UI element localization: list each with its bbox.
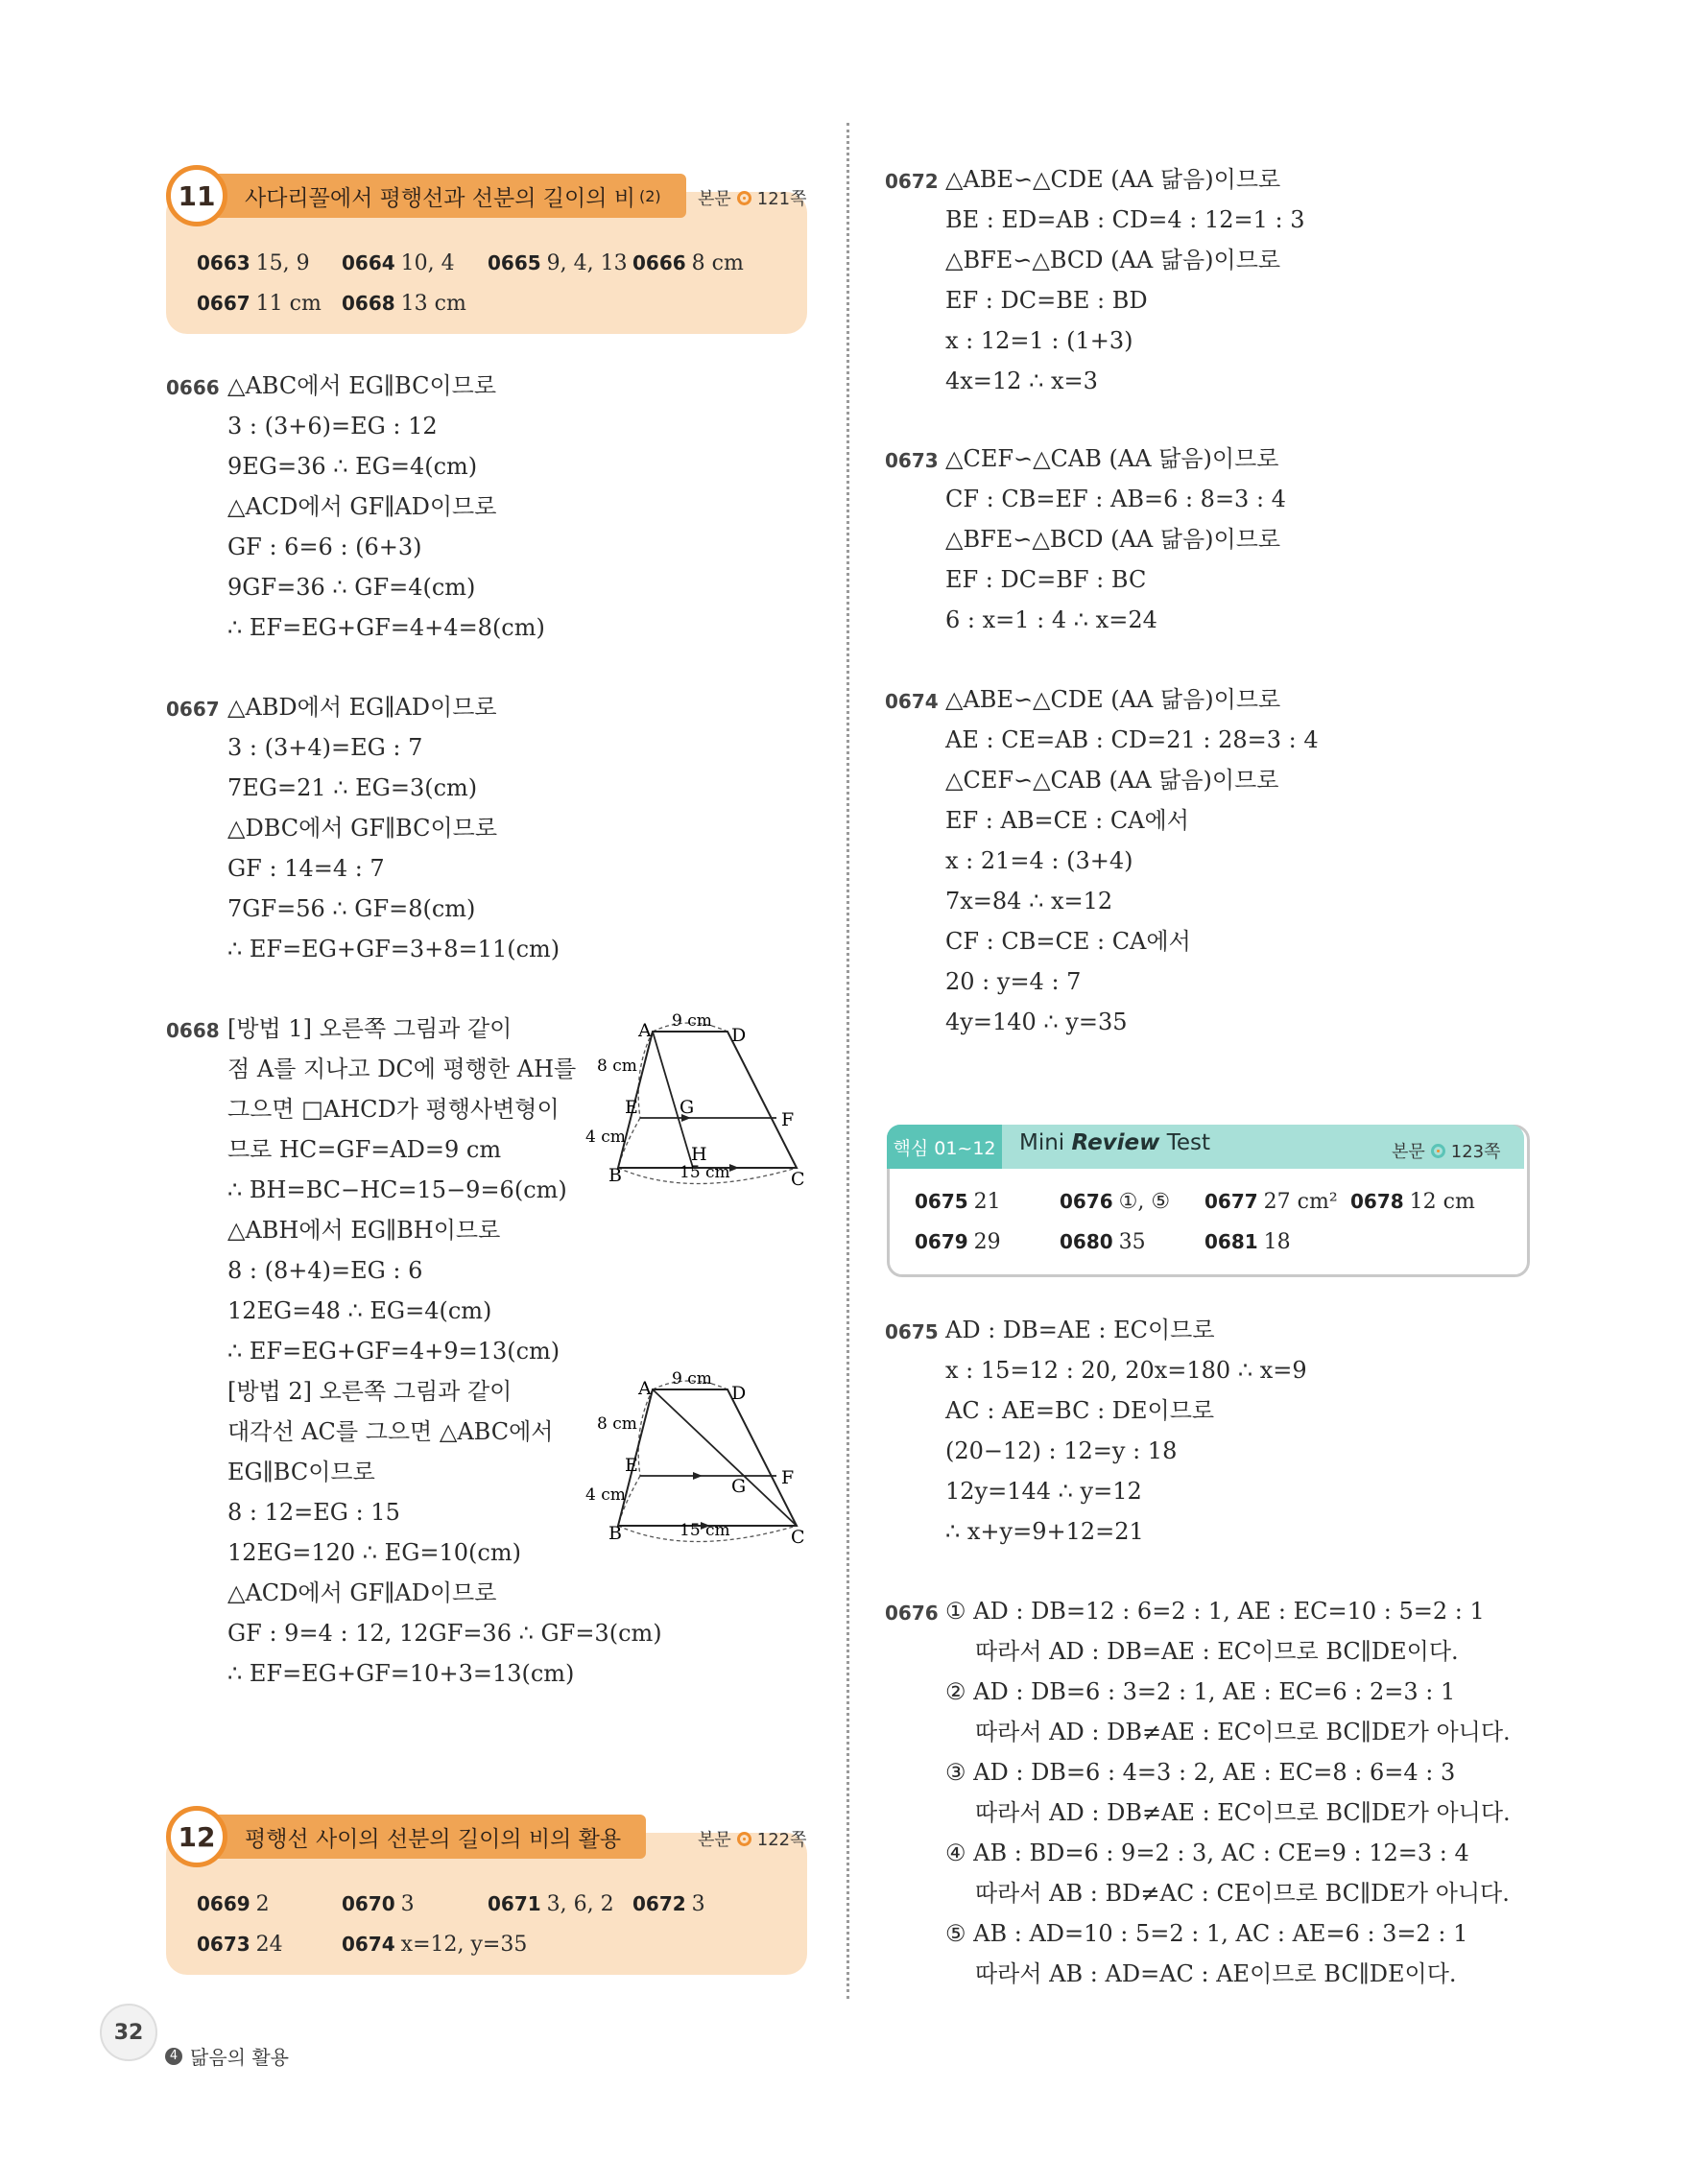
solution-line: 따라서 AD : DB=AE : EC이므로 BC∥DE이다. bbox=[975, 1638, 1459, 1665]
solution-line: 20 : y=4 : 7 bbox=[945, 968, 1082, 995]
chapter-number-icon: 4 bbox=[165, 2048, 182, 2065]
solution-line: △BFE∽△BCD (AA 닮음)이므로 bbox=[945, 526, 1281, 553]
solution-line: 9EG=36 ∴ EG=4(cm) bbox=[227, 453, 478, 480]
answer-item: 0672 3 bbox=[632, 1892, 705, 1916]
solution-line: ⑤ AB : AD=10 : 5=2 : 1, AC : AE=6 : 3=2 : 1 bbox=[945, 1920, 1468, 1947]
label-A: A bbox=[638, 1378, 652, 1399]
solution-line: ∴ BH=BC−HC=15−9=6(cm) bbox=[227, 1176, 567, 1203]
solution-line: 7EG=21 ∴ EG=3(cm) bbox=[227, 774, 478, 801]
solution-line: ③ AD : DB=6 : 4=3 : 2, AE : EC=8 : 6=4 : 3 bbox=[945, 1759, 1456, 1786]
solution-line: 9GF=36 ∴ GF=4(cm) bbox=[227, 574, 476, 601]
solution-line: 므로 HC=GF=AD=9 cm bbox=[227, 1136, 502, 1163]
solution-line: (20−12) : 12=y : 18 bbox=[945, 1437, 1178, 1464]
solution-line: 점 A를 지나고 DC에 평행한 AH를 bbox=[227, 1056, 577, 1082]
solution-line: 6 : x=1 : 4 ∴ x=24 bbox=[945, 606, 1157, 633]
solution-line: AE : CE=AB : CD=21 : 28=3 : 4 bbox=[945, 726, 1319, 753]
section-11-title-text: 사다리꼴에서 평행선과 선분의 길이의 비 bbox=[245, 185, 635, 211]
solution-line: x : 21=4 : (3+4) bbox=[945, 847, 1133, 874]
label-A: A bbox=[638, 1020, 652, 1041]
section-11-title bbox=[212, 174, 686, 218]
problem-number: 0673 bbox=[885, 449, 939, 472]
solution-line: x : 15=12 : 20, 20x=180 ∴ x=9 bbox=[945, 1357, 1307, 1384]
label-bottom: 15 cm bbox=[680, 1521, 730, 1540]
label-left-bottom: 4 cm bbox=[585, 1128, 626, 1147]
mini-review-title bbox=[1019, 1130, 1210, 1155]
label-left-bottom: 4 cm bbox=[585, 1485, 626, 1505]
solution-line: 12EG=120 ∴ EG=10(cm) bbox=[227, 1539, 521, 1566]
solution-line: 3 : (3+4)=EG : 7 bbox=[227, 734, 423, 761]
solution-line: ∴ EF=EG+GF=3+8=11(cm) bbox=[227, 936, 560, 962]
solution-line: EF : DC=BF : BC bbox=[945, 566, 1147, 593]
section-11-header bbox=[166, 168, 686, 224]
page-number: 32 bbox=[100, 2004, 157, 2061]
label-bottom: 15 cm bbox=[680, 1163, 730, 1182]
ref-prefix: 본문 bbox=[698, 189, 731, 209]
mini-title-b: Review bbox=[1071, 1130, 1160, 1155]
chapter-footer bbox=[165, 2042, 289, 2070]
solution-line: △BFE∽△BCD (AA 닮음)이므로 bbox=[945, 247, 1281, 273]
mini-title-a: Mini bbox=[1019, 1130, 1072, 1155]
solution-line: ∴ EF=EG+GF=10+3=13(cm) bbox=[227, 1660, 575, 1687]
answer-item: 0678 12 cm bbox=[1350, 1190, 1475, 1214]
label-B: B bbox=[608, 1523, 622, 1544]
solution-line: ① AD : DB=12 : 6=2 : 1, AE : EC=10 : 5=2 : 1 bbox=[945, 1598, 1485, 1625]
label-G: G bbox=[680, 1097, 695, 1118]
solution-line: GF : 9=4 : 12, 12GF=36 ∴ GF=3(cm) bbox=[227, 1620, 662, 1647]
answer-item: 0669 2 bbox=[197, 1892, 270, 1916]
solution-line: ∴ EF=EG+GF=4+4=8(cm) bbox=[227, 614, 545, 641]
label-left-top: 8 cm bbox=[597, 1414, 637, 1434]
solution-line: 7x=84 ∴ x=12 bbox=[945, 888, 1113, 914]
solution-line: 12y=144 ∴ y=12 bbox=[945, 1478, 1142, 1505]
solution-line: 12EG=48 ∴ EG=4(cm) bbox=[227, 1297, 492, 1324]
label-H: H bbox=[691, 1144, 707, 1165]
solution-line: △ABH에서 EG∥BH이므로 bbox=[227, 1217, 501, 1244]
solution-line: AD : DB=AE : EC이므로 bbox=[945, 1317, 1215, 1343]
section-11-page-ref bbox=[698, 185, 807, 210]
answer-item: 0670 3 bbox=[342, 1892, 415, 1916]
answer-item: 0665 9, 4, 13 bbox=[488, 251, 628, 275]
solution-line: x : 12=1 : (1+3) bbox=[945, 327, 1133, 354]
solution-line: ∴ EF=EG+GF=4+9=13(cm) bbox=[227, 1338, 560, 1365]
label-F: F bbox=[781, 1109, 795, 1130]
solution-line: △ACD에서 GF∥AD이므로 bbox=[227, 493, 497, 520]
solution-line: GF : 14=4 : 7 bbox=[227, 855, 385, 882]
solution-line: 따라서 AB : BD≠AC : CE이므로 BC∥DE가 아니다. bbox=[975, 1880, 1510, 1907]
answer-item: 0680 35 bbox=[1060, 1230, 1146, 1254]
problem-number: 0674 bbox=[885, 690, 939, 713]
solution-line: 따라서 AD : DB≠AE : EC이므로 BC∥DE가 아니다. bbox=[975, 1799, 1511, 1826]
solution-line: CF : CB=EF : AB=6 : 8=3 : 4 bbox=[945, 486, 1286, 512]
problem-number: 0672 bbox=[885, 170, 939, 193]
trapezoid-figure-method-2 bbox=[585, 1370, 825, 1553]
solution-line: 7GF=56 ∴ GF=8(cm) bbox=[227, 895, 476, 922]
solution-line: EG∥BC이므로 bbox=[227, 1459, 375, 1485]
ref-page: 121쪽 bbox=[756, 189, 807, 209]
ref-page: 122쪽 bbox=[756, 1830, 807, 1850]
answer-item: 0663 15, 9 bbox=[197, 251, 310, 275]
problem-number: 0666 bbox=[166, 376, 220, 399]
mini-title-c: Test bbox=[1159, 1130, 1211, 1155]
solution-line: △ACD에서 GF∥AD이므로 bbox=[227, 1579, 497, 1606]
answer-item: 0675 21 bbox=[915, 1190, 1001, 1214]
solution-line: 대각선 AC를 그으면 △ABC에서 bbox=[227, 1418, 554, 1445]
solution-line: ④ AB : BD=6 : 9=2 : 3, AC : CE=9 : 12=3 : 4 bbox=[945, 1840, 1469, 1866]
answer-item: 0677 27 cm² bbox=[1204, 1190, 1338, 1214]
solution-line: 8 : 12=EG : 15 bbox=[227, 1499, 400, 1526]
solution-line: [방법 2] 오른쪽 그림과 같이 bbox=[227, 1378, 513, 1405]
arrow-circle-icon bbox=[737, 191, 751, 205]
solution-line: 3 : (3+6)=EG : 12 bbox=[227, 413, 438, 439]
answer-item: 0664 10, 4 bbox=[342, 251, 455, 275]
answer-item: 0679 29 bbox=[915, 1230, 1001, 1254]
answer-item: 0666 8 cm bbox=[632, 251, 744, 275]
solution-line: 따라서 AB : AD=AC : AE이므로 BC∥DE이다. bbox=[975, 1960, 1457, 1987]
label-top: 9 cm bbox=[672, 1370, 712, 1389]
solution-line: CF : CB=CE : CA에서 bbox=[945, 928, 1191, 955]
section-12-title: 평행선 사이의 선분의 길이의 비의 활용 bbox=[212, 1815, 646, 1859]
label-left-top: 8 cm bbox=[597, 1056, 637, 1076]
solution-line: 그으면 □AHCD가 평행사변형이 bbox=[227, 1096, 560, 1123]
solution-line: EF : DC=BE : BD bbox=[945, 287, 1148, 314]
trapezoid-figure-method-1 bbox=[585, 1012, 825, 1195]
solution-line: 4x=12 ∴ x=3 bbox=[945, 368, 1098, 394]
solution-line: 따라서 AD : DB≠AE : EC이므로 BC∥DE가 아니다. bbox=[975, 1719, 1511, 1745]
solution-line: GF : 6=6 : (6+3) bbox=[227, 534, 422, 560]
label-G: G bbox=[731, 1476, 747, 1497]
mini-review-page-ref bbox=[1392, 1138, 1501, 1163]
answer-item: 0674 x=12, y=35 bbox=[342, 1933, 528, 1957]
problem-number: 0675 bbox=[885, 1320, 939, 1343]
arrow-circle-icon bbox=[1431, 1144, 1445, 1158]
problem-number: 0668 bbox=[166, 1019, 220, 1042]
solution-line: EF : AB=CE : CA에서 bbox=[945, 807, 1189, 834]
solution-line: △ABC에서 EG∥BC이므로 bbox=[227, 372, 497, 399]
solution-line: [방법 1] 오른쪽 그림과 같이 bbox=[227, 1015, 513, 1042]
problem-number: 0667 bbox=[166, 698, 220, 721]
section-11-number: 11 bbox=[166, 165, 227, 226]
section-12-page-ref bbox=[698, 1826, 807, 1851]
solution-line: △CEF∽△CAB (AA 닮음)이므로 bbox=[945, 767, 1279, 794]
chapter-title: 닮음의 활용 bbox=[190, 2046, 289, 2069]
solution-line: △ABE∽△CDE (AA 닮음)이므로 bbox=[945, 686, 1281, 713]
label-B: B bbox=[608, 1165, 622, 1186]
answer-item: 0681 18 bbox=[1204, 1230, 1291, 1254]
answer-item: 0671 3, 6, 2 bbox=[488, 1892, 614, 1916]
column-divider bbox=[846, 123, 849, 1999]
solution-line: △ABE∽△CDE (AA 닮음)이므로 bbox=[945, 166, 1281, 193]
ref-prefix: 본문 bbox=[698, 1830, 731, 1850]
label-F: F bbox=[781, 1467, 795, 1488]
answer-item: 0668 13 cm bbox=[342, 292, 466, 316]
answer-item: 0676 ①, ⑤ bbox=[1060, 1190, 1171, 1214]
label-E: E bbox=[625, 1097, 638, 1118]
label-C: C bbox=[791, 1169, 805, 1190]
mini-review-tag: 핵심 01~12 bbox=[887, 1125, 1002, 1169]
solution-line: 8 : (8+4)=EG : 6 bbox=[227, 1257, 423, 1284]
label-D: D bbox=[731, 1383, 747, 1404]
problem-number: 0676 bbox=[885, 1602, 939, 1625]
label-C: C bbox=[791, 1527, 805, 1548]
solution-line: ② AD : DB=6 : 3=2 : 1, AE : EC=6 : 2=3 : 1 bbox=[945, 1678, 1456, 1705]
solution-line: △DBC에서 GF∥BC이므로 bbox=[227, 815, 498, 842]
solution-line: ∴ x+y=9+12=21 bbox=[945, 1518, 1144, 1545]
answer-item: 0667 11 cm bbox=[197, 292, 322, 316]
solution-line: 4y=140 ∴ y=35 bbox=[945, 1009, 1128, 1035]
section-11-title-sub: (2) bbox=[638, 186, 661, 205]
label-E: E bbox=[625, 1455, 638, 1476]
solution-line: AC : AE=BC : DE이므로 bbox=[945, 1397, 1215, 1424]
solution-line: BE : ED=AB : CD=4 : 12=1 : 3 bbox=[945, 206, 1305, 233]
label-top: 9 cm bbox=[672, 1012, 712, 1031]
solution-line: △CEF∽△CAB (AA 닮음)이므로 bbox=[945, 445, 1279, 472]
label-D: D bbox=[731, 1025, 747, 1046]
answer-item: 0673 24 bbox=[197, 1933, 283, 1957]
solution-line: △ABD에서 EG∥AD이므로 bbox=[227, 694, 497, 721]
ref-prefix: 본문 bbox=[1392, 1142, 1425, 1162]
section-12-number: 12 bbox=[166, 1806, 227, 1867]
section-12-header bbox=[166, 1809, 646, 1864]
arrow-circle-icon bbox=[737, 1832, 751, 1846]
ref-page: 123쪽 bbox=[1450, 1142, 1501, 1162]
